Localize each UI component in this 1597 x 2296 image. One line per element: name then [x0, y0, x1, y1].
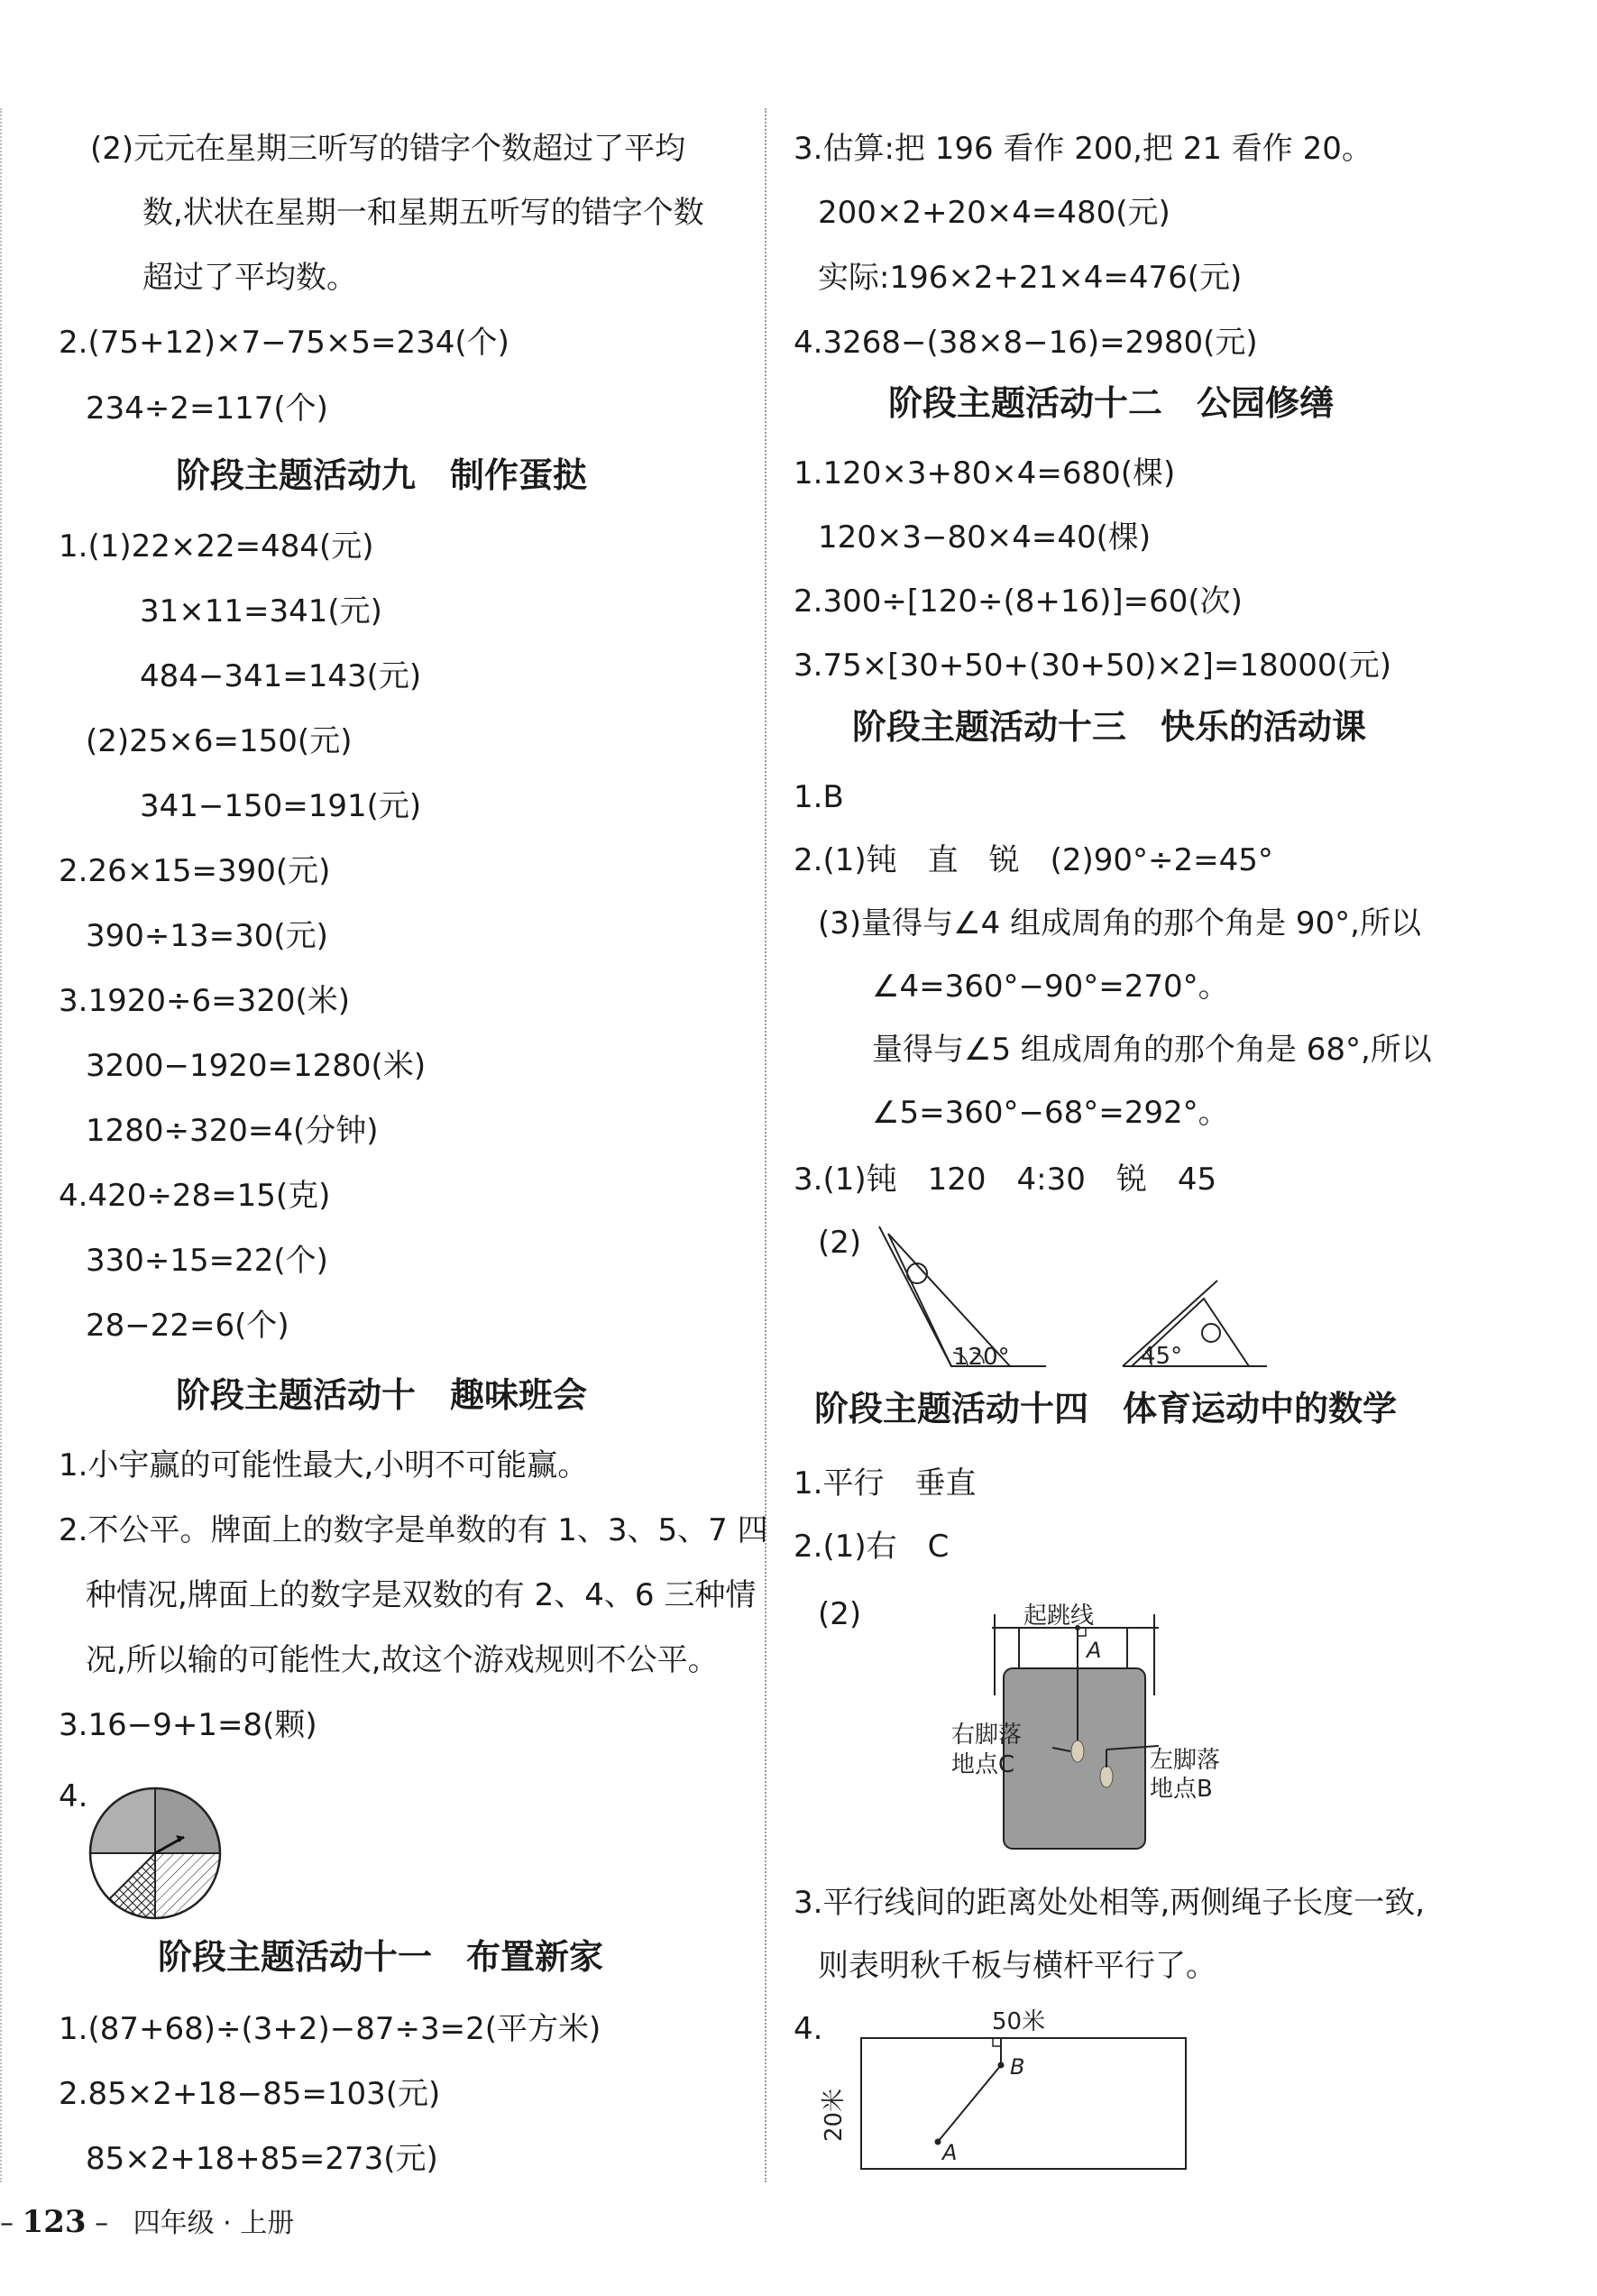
point-a-label: A — [942, 2140, 958, 2165]
text-line: 234÷2=117(个) — [86, 390, 328, 427]
point-b-label: B — [1010, 2054, 1025, 2080]
text-line: 1.(1)22×22=484(元) — [59, 528, 374, 565]
takeoff-line-label: 起跳线 — [1023, 1603, 1095, 1630]
text-line: (3)量得与∠4 组成周角的那个角是 90°,所以 — [818, 905, 1421, 941]
text-line: 2.不公平。牌面上的数字是单数的有 1、3、5、7 四 — [59, 1512, 768, 1548]
column-divider — [765, 108, 766, 2182]
text-line: 2.(1)右 C — [794, 1529, 950, 1565]
left-foot-mark — [1100, 1766, 1113, 1787]
right-foot-label: 右脚落 — [951, 1722, 1023, 1749]
text-line: 28−22=6(个) — [86, 1308, 289, 1344]
text-line: 3200−1920=1280(米) — [86, 1048, 427, 1084]
long-jump-figure — [861, 1587, 1221, 1858]
text-line: ∠5=360°−68°=292°。 — [872, 1095, 1229, 1131]
width-label: 50米 — [992, 2008, 1046, 2035]
right-foot-mark — [1071, 1740, 1084, 1762]
text-line: 85×2+18+85=273(元) — [86, 2141, 438, 2177]
text-line: 实际:196×2+21×4=476(元) — [818, 260, 1243, 296]
text-line: (2)25×6=150(元) — [86, 723, 353, 759]
section-heading: 阶段主题活动十 趣味班会 — [176, 1375, 588, 1415]
section-heading: 阶段主题活动九 制作蛋挞 — [176, 455, 588, 495]
text-line: 341−150=191(元) — [140, 788, 422, 824]
spinner-figure — [83, 1781, 227, 1925]
text-line: 4.420÷28=15(克) — [59, 1178, 331, 1214]
text-line: 2.300÷[120÷(8+16)]=60(次) — [794, 583, 1243, 620]
rectangle-figure — [807, 1998, 1186, 2187]
text-line: ∠4=360°−90°=270°。 — [872, 969, 1229, 1005]
text-line: 4. — [794, 2011, 823, 2047]
text-line: 484−341=143(元) — [140, 658, 422, 694]
text-line: 种情况,牌面上的数字是双数的有 2、4、6 三种情 — [86, 1577, 757, 1613]
text-line: 4.3268−(38×8−16)=2980(元) — [794, 325, 1258, 361]
text-line: 况,所以输的可能性大,故这个游戏规则不公平。 — [86, 1642, 719, 1678]
text-line: 3.(1)钝 120 4:30 锐 45 — [794, 1162, 1217, 1198]
text-line: (2) — [818, 1225, 862, 1261]
text-line: 3.1920÷6=320(米) — [59, 983, 350, 1019]
text-line: 1.B — [794, 779, 844, 815]
section-heading: 阶段主题活动十二 公园修缮 — [888, 383, 1335, 423]
text-line: 4. — [59, 1778, 88, 1814]
left-foot-label: 左脚落 — [1150, 1747, 1221, 1774]
text-line: 1.(87+68)÷(3+2)−87÷3=2(平方米) — [59, 2011, 601, 2047]
section-heading: 阶段主题活动十一 布置新家 — [158, 1937, 604, 1977]
angle-label-120: 120° — [953, 1344, 1010, 1371]
text-line: 1.小宇赢的可能性最大,小明不可能赢。 — [59, 1447, 589, 1483]
section-heading: 阶段主题活动十四 体育运动中的数学 — [814, 1389, 1398, 1428]
text-line: 3.75×[30+50+(30+50)×2]=18000(元) — [794, 647, 1392, 684]
text-line: 120×3−80×4=40(棵) — [818, 519, 1152, 556]
point-a-label: A — [1087, 1638, 1102, 1663]
angle-label-45: 45° — [1141, 1343, 1183, 1370]
text-line: 2.(75+12)×7−75×5=234(个) — [59, 325, 509, 361]
text-line: 1.平行 垂直 — [794, 1465, 977, 1502]
text-line: 2.85×2+18−85=103(元) — [59, 2076, 441, 2112]
text-line: 200×2+20×4=480(元) — [818, 195, 1170, 231]
text-line: (2) — [818, 1596, 862, 1632]
text-line: 则表明秋千板与横杆平行了。 — [818, 1948, 1216, 1984]
left-foot-label: 地点B — [1150, 1776, 1213, 1803]
page-edge-marks — [0, 108, 5, 2182]
text-line: 量得与∠5 组成周角的那个角是 68°,所以 — [872, 1032, 1432, 1068]
text-line: 330÷15=22(个) — [86, 1243, 328, 1279]
text-line: 31×11=341(元) — [140, 593, 382, 629]
page-footer: – 123 – 四年级 · 上册 — [0, 2204, 295, 2240]
text-line: 超过了平均数。 — [142, 260, 357, 296]
text-line: 3.平行线间的距离处处相等,两侧绳子长度一致, — [794, 1885, 1426, 1921]
text-line: 3.16−9+1=8(颗) — [59, 1707, 317, 1743]
text-line: 3.估算:把 196 看作 200,把 21 看作 20。 — [794, 131, 1372, 167]
book-title: 四年级 · 上册 — [133, 2208, 295, 2239]
page-number: 123 — [22, 2204, 87, 2240]
text-line: 390÷13=30(元) — [86, 918, 328, 954]
text-line: 1280÷320=4(分钟) — [86, 1113, 379, 1149]
section-heading: 阶段主题活动十三 快乐的活动课 — [852, 707, 1367, 747]
text-line: 2.26×15=390(元) — [59, 853, 331, 889]
right-foot-label: 地点C — [951, 1751, 1015, 1778]
text-line: 2.(1)钝 直 锐 (2)90°÷2=45° — [794, 842, 1273, 878]
text-line: (2)元元在星期三听写的错字个数超过了平均 — [90, 131, 686, 167]
text-line: 数,状状在星期一和星期五听写的错字个数 — [142, 195, 704, 231]
height-label: 20米 — [821, 2088, 848, 2142]
text-line: 1.120×3+80×4=680(棵) — [794, 455, 1176, 491]
angle-figure — [870, 1217, 1267, 1380]
